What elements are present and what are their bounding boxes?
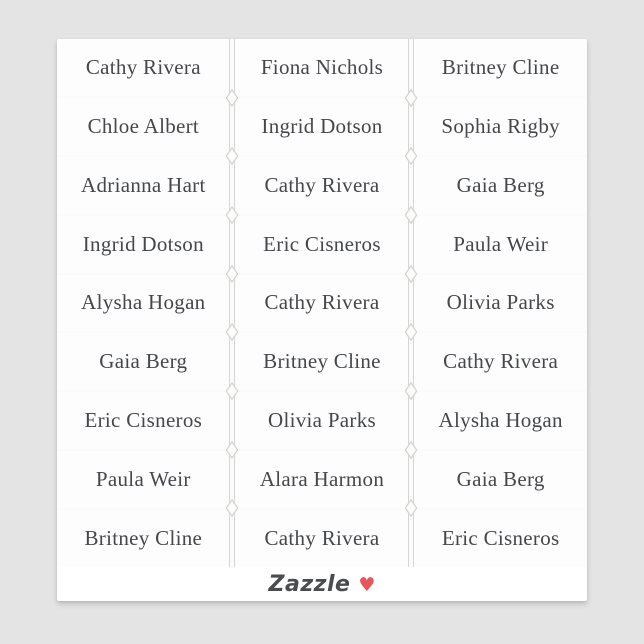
sticker-name: Cathy Rivera [264, 172, 380, 197]
sticker-cell [57, 333, 230, 390]
heart-icon: ♥ [358, 573, 376, 596]
sticker-cell [414, 510, 587, 567]
sticker-name: Paula Weir [453, 231, 549, 256]
sticker-name: Alara Harmon [259, 467, 385, 492]
sticker-name: Alysha Hogan [438, 408, 563, 433]
sticker-name: Alysha Hogan [81, 290, 206, 315]
sticker-name: Ingrid Dotson [82, 231, 204, 256]
sticker-name: Cathy Rivera [443, 349, 559, 374]
sticker-name: Olivia Parks [446, 290, 555, 315]
sticker-cell [236, 39, 409, 96]
sticker-cell [236, 510, 409, 567]
sticker-name: Gaia Berg [99, 349, 188, 374]
sticker-name: Gaia Berg [456, 172, 545, 197]
sticker-name: Britney Cline [263, 349, 381, 374]
sticker-cell [236, 333, 409, 390]
sticker-cell [414, 451, 587, 508]
sticker-name: Cathy Rivera [85, 54, 201, 79]
sticker-name: Ingrid Dotson [261, 113, 383, 138]
sticker-name: Eric Cisneros [441, 526, 560, 551]
sticker-name: Britney Cline [84, 526, 203, 551]
sticker-name: Britney Cline [441, 54, 560, 79]
sticker-cell [236, 275, 409, 332]
sticker-cell [236, 216, 409, 273]
sticker-cell [236, 157, 409, 214]
sticker-cell [414, 392, 587, 449]
zazzle-logo: Zazzle [268, 571, 351, 597]
sticker-cell [414, 216, 587, 273]
sticker-cell [236, 392, 409, 449]
sticker-cell [57, 216, 230, 273]
sticker-cell [414, 39, 587, 96]
sticker-cell [236, 98, 409, 155]
sticker-cell [236, 451, 409, 508]
brand-footer [57, 567, 587, 601]
sticker-cell [57, 98, 230, 155]
sticker-name: Adrianna Hart [81, 172, 206, 197]
sticker-cell [57, 510, 230, 567]
sticker-cell [57, 275, 230, 332]
sticker-name: Cathy Rivera [264, 290, 380, 315]
sticker-name: Eric Cisneros [84, 408, 203, 433]
sticker-name: Paula Weir [95, 467, 191, 492]
sticker-cell [57, 39, 230, 96]
sticker-name: Olivia Parks [267, 408, 376, 433]
sticker-sheet[interactable] [57, 39, 587, 601]
sticker-cell [414, 157, 587, 214]
sticker-name: Sophia Rigby [441, 113, 560, 138]
sticker-cell [57, 392, 230, 449]
sticker-cell [57, 451, 230, 508]
sticker-grid [57, 39, 587, 567]
sticker-name: Chloe Albert [87, 113, 200, 138]
sticker-name: Gaia Berg [456, 467, 545, 492]
sticker-cell [414, 98, 587, 155]
sticker-cell [414, 275, 587, 332]
sticker-cell [57, 157, 230, 214]
sticker-cell [414, 333, 587, 390]
sticker-name: Eric Cisneros [263, 231, 381, 256]
sticker-name: Cathy Rivera [264, 526, 380, 551]
sticker-name: Fiona Nichols [260, 54, 384, 79]
